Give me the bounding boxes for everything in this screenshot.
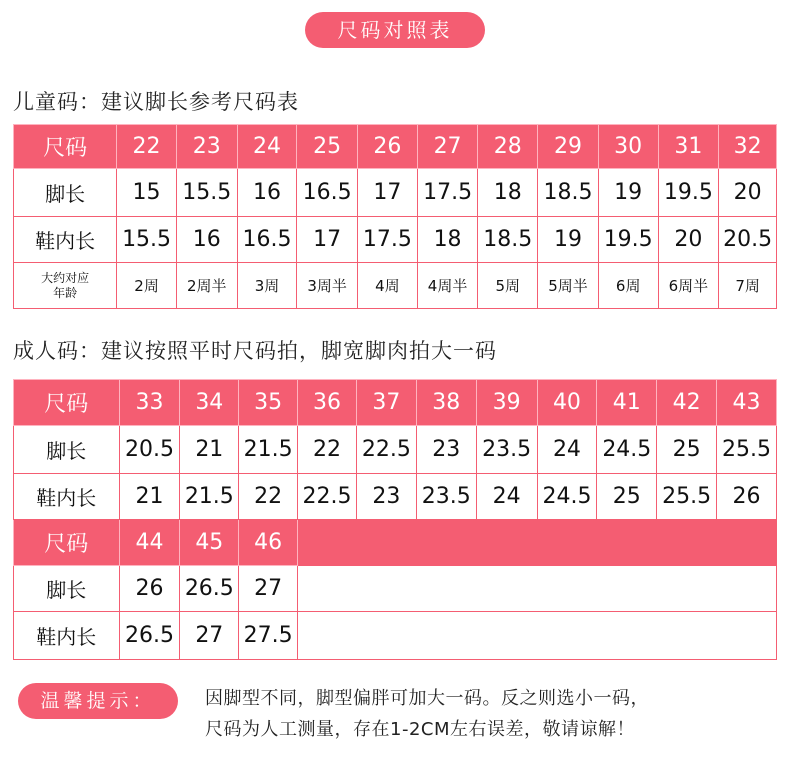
size-cell: 29 [538, 125, 599, 169]
adult-size-table [13, 379, 777, 660]
row-label-age-line1: 大约对应 [41, 270, 90, 285]
inner-length-cell: 16.5 [237, 217, 297, 263]
children-foot-length-row [14, 169, 777, 217]
adult-size-row-2 [14, 520, 777, 566]
age-cell: 2周半 [176, 263, 237, 309]
row-label-inner-length: 鞋内长 [14, 612, 120, 660]
inner-length-cell: 21 [119, 474, 180, 520]
inner-length-cell: 26 [717, 474, 777, 520]
foot-length-cell: 20.5 [119, 426, 180, 474]
age-cell: 3周半 [297, 263, 358, 309]
inner-length-cell: 25 [597, 474, 657, 520]
foot-length-cell: 16.5 [297, 169, 358, 217]
size-cell: 34 [180, 380, 239, 426]
size-cell: 22 [117, 125, 177, 169]
children-inner-length-row [14, 217, 777, 263]
size-cell: 27 [417, 125, 478, 169]
inner-length-cell: 16 [176, 217, 237, 263]
row-label-size: 尺码 [14, 520, 120, 566]
size-cell: 31 [658, 125, 719, 169]
inner-length-cell: 27.5 [239, 612, 298, 660]
age-cell: 5周半 [538, 263, 599, 309]
size-cell: 37 [356, 380, 416, 426]
age-cell: 4周 [358, 263, 418, 309]
size-cell: 46 [239, 520, 298, 566]
children-size-table [13, 124, 777, 309]
children-age-row [14, 263, 777, 309]
size-cell: 42 [657, 380, 717, 426]
foot-length-cell: 24 [537, 426, 597, 474]
size-cell: 32 [719, 125, 777, 169]
adult-inner-length-row [14, 474, 777, 520]
age-cell: 2周 [117, 263, 177, 309]
inner-length-cell: 21.5 [180, 474, 239, 520]
foot-length-cell: 15.5 [176, 169, 237, 217]
size-cell: 24 [237, 125, 297, 169]
adult-size-heading: 成人码：建议按照平时尺码拍，脚宽脚肉拍大一码 [13, 339, 497, 363]
adult-foot-length-row [14, 426, 777, 474]
age-cell: 6周半 [658, 263, 719, 309]
size-cell: 23 [176, 125, 237, 169]
row-label-age-line2: 年龄 [53, 285, 78, 300]
inner-length-cell: 18 [417, 217, 478, 263]
empty-cell [298, 566, 777, 612]
inner-length-cell: 23 [356, 474, 416, 520]
foot-length-cell: 17.5 [417, 169, 478, 217]
tip-line-1: 因脚型不同，脚型偏胖可加大一码。反之则选小一码， [205, 688, 649, 709]
inner-length-cell: 25.5 [657, 474, 717, 520]
inner-length-cell: 27 [180, 612, 239, 660]
foot-length-cell: 18 [478, 169, 538, 217]
foot-length-cell: 22.5 [356, 426, 416, 474]
age-cell: 5周 [478, 263, 538, 309]
adult-size-row [14, 380, 777, 426]
inner-length-cell: 22.5 [298, 474, 357, 520]
size-cell: 39 [476, 380, 537, 426]
inner-length-cell: 19 [538, 217, 599, 263]
inner-length-cell: 24 [476, 474, 537, 520]
row-label-inner-length: 鞋内长 [14, 474, 120, 520]
foot-length-cell: 15 [117, 169, 177, 217]
size-cell: 41 [597, 380, 657, 426]
row-label-size: 尺码 [14, 380, 120, 426]
children-size-heading: 儿童码：建议脚长参考尺码表 [13, 90, 299, 114]
children-size-row [14, 125, 777, 169]
inner-length-cell: 17.5 [358, 217, 418, 263]
foot-length-cell: 25 [657, 426, 717, 474]
size-cell: 35 [239, 380, 298, 426]
inner-length-cell: 19.5 [598, 217, 658, 263]
foot-length-cell: 18.5 [538, 169, 599, 217]
age-cell: 7周 [719, 263, 777, 309]
foot-length-cell: 23.5 [476, 426, 537, 474]
row-label-foot-length: 脚长 [14, 566, 120, 612]
foot-length-cell: 24.5 [597, 426, 657, 474]
foot-length-cell: 19.5 [658, 169, 719, 217]
size-cell: 30 [598, 125, 658, 169]
adult-inner-length-row-2 [14, 612, 777, 660]
size-cell: 44 [119, 520, 180, 566]
foot-length-cell: 16 [237, 169, 297, 217]
inner-length-cell: 23.5 [416, 474, 476, 520]
row-label-age [14, 263, 117, 309]
foot-length-cell: 27 [239, 566, 298, 612]
tip-label: 温馨提示： [18, 683, 178, 719]
size-cell: 26 [358, 125, 418, 169]
foot-length-cell: 21 [180, 426, 239, 474]
foot-length-cell: 19 [598, 169, 658, 217]
size-cell: 33 [119, 380, 180, 426]
size-cell: 43 [717, 380, 777, 426]
empty-cell [298, 612, 777, 660]
inner-length-cell: 18.5 [478, 217, 538, 263]
age-cell: 4周半 [417, 263, 478, 309]
size-cell: 45 [180, 520, 239, 566]
foot-length-cell: 26.5 [180, 566, 239, 612]
inner-length-cell: 26.5 [119, 612, 180, 660]
inner-length-cell: 24.5 [537, 474, 597, 520]
size-cell: 38 [416, 380, 476, 426]
inner-length-cell: 20.5 [719, 217, 777, 263]
page-title: 尺码对照表 [305, 12, 485, 48]
size-cell: 25 [297, 125, 358, 169]
inner-length-cell: 17 [297, 217, 358, 263]
row-label-size: 尺码 [14, 125, 117, 169]
foot-length-cell: 25.5 [717, 426, 777, 474]
foot-length-cell: 20 [719, 169, 777, 217]
foot-length-cell: 26 [119, 566, 180, 612]
inner-length-cell: 15.5 [117, 217, 177, 263]
foot-length-cell: 23 [416, 426, 476, 474]
row-label-inner-length: 鞋内长 [14, 217, 117, 263]
age-cell: 6周 [598, 263, 658, 309]
inner-length-cell: 20 [658, 217, 719, 263]
age-cell: 3周 [237, 263, 297, 309]
row-label-foot-length: 脚长 [14, 169, 117, 217]
size-cell: 36 [298, 380, 357, 426]
empty-cell [298, 520, 777, 566]
adult-foot-length-row-2 [14, 566, 777, 612]
size-cell: 40 [537, 380, 597, 426]
foot-length-cell: 17 [358, 169, 418, 217]
tip-line-2: 尺码为人工测量，存在1-2CM左右误差，敬请谅解！ [205, 719, 635, 740]
row-label-foot-length: 脚长 [14, 426, 120, 474]
foot-length-cell: 21.5 [239, 426, 298, 474]
inner-length-cell: 22 [239, 474, 298, 520]
foot-length-cell: 22 [298, 426, 357, 474]
size-cell: 28 [478, 125, 538, 169]
